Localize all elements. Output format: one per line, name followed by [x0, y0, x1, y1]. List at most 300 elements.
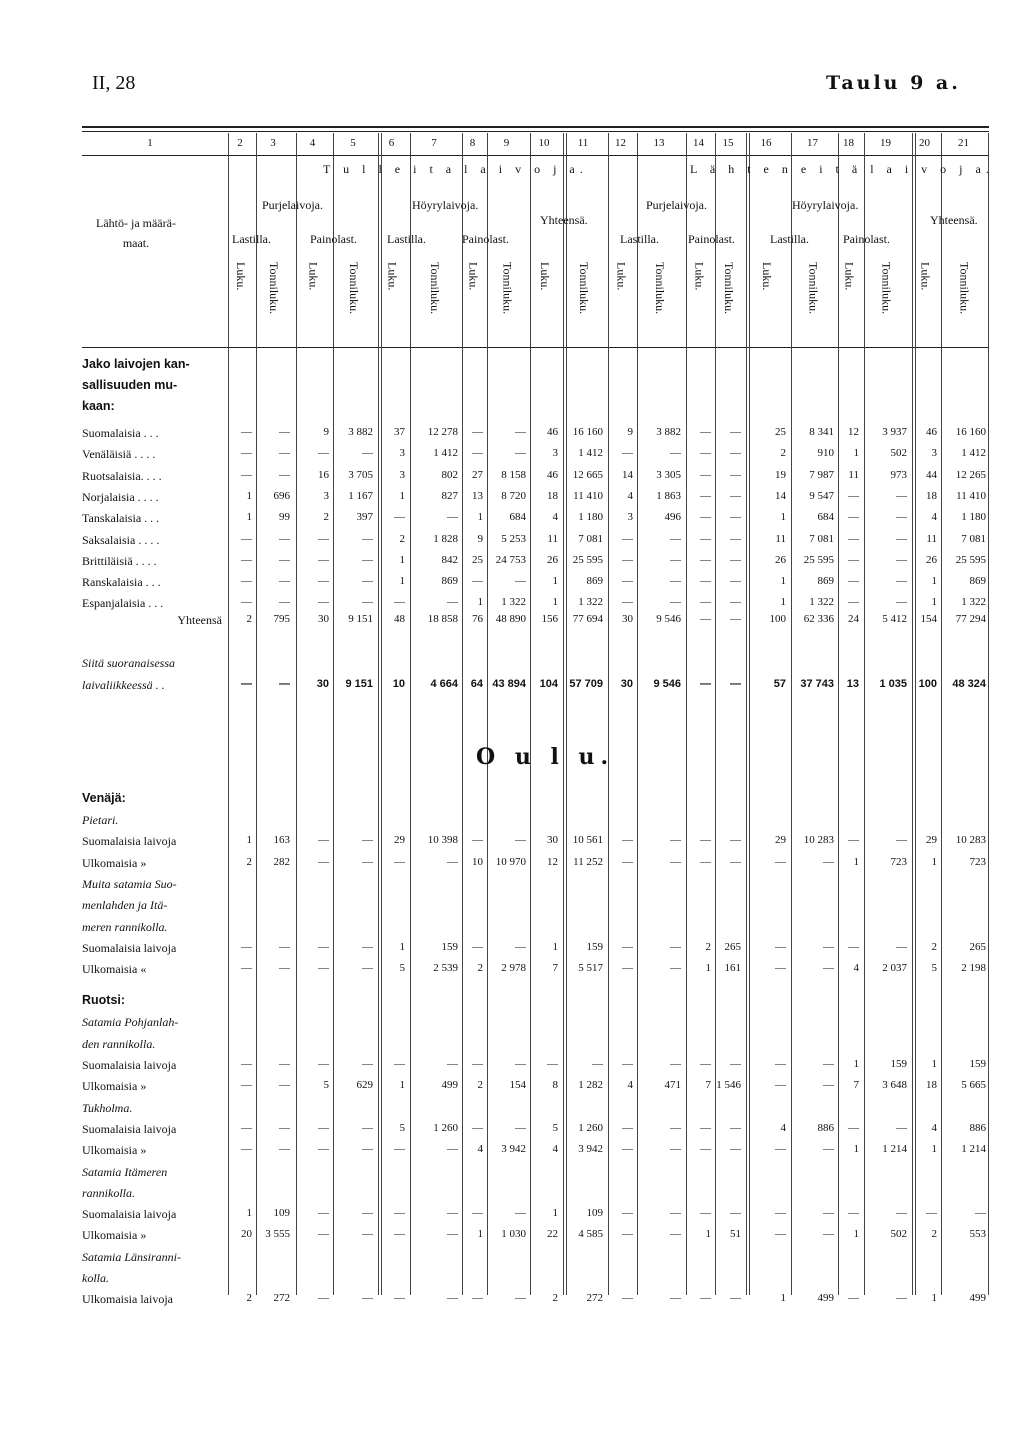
data-cell: — — [622, 1143, 633, 1156]
data-cell: 16 160 — [955, 426, 986, 438]
column-number: 15 — [722, 137, 734, 149]
data-cell: — — [730, 855, 741, 868]
data-cell: — — [279, 426, 290, 438]
row-label: Espanjalaisia . . . — [82, 596, 164, 611]
data-cell: 2 — [477, 962, 483, 975]
data-cell: 99 — [279, 511, 290, 524]
data-cell: 496 — [664, 511, 681, 524]
row-label: Suomalaisia laivoja — [82, 1121, 177, 1136]
subheading: kolla. — [82, 1271, 109, 1285]
data-cell: 1 322 — [501, 596, 526, 609]
data-cell: — — [896, 575, 907, 588]
data-cell: 802 — [441, 468, 458, 481]
total-cell: 2 — [246, 613, 252, 625]
data-cell: 1 — [552, 940, 558, 953]
total-cell: 77 294 — [955, 613, 986, 625]
data-cell: — — [848, 575, 859, 588]
data-cell: 11 410 — [956, 489, 986, 502]
data-cell: 282 — [273, 855, 290, 868]
data-cell: — — [279, 468, 290, 481]
data-cell: 1 — [780, 575, 786, 588]
data-cell: 869 — [969, 575, 986, 588]
data-cell: — — [241, 1143, 252, 1156]
data-cell: — — [670, 447, 681, 460]
column-header-tonnage: Tonniluku. — [653, 262, 667, 315]
data-cell: — — [472, 1207, 483, 1220]
data-cell: — — [447, 1207, 458, 1220]
data-cell: 1 — [246, 511, 252, 524]
data-cell: 3 937 — [882, 426, 907, 438]
row-label: Suomalaisia . . . — [82, 426, 159, 440]
data-cell: 25 595 — [955, 553, 986, 566]
data-cell: — — [848, 834, 859, 847]
section-heading: Venäjä: — [82, 791, 126, 805]
data-cell: — — [670, 834, 681, 847]
data-cell: 1 180 — [961, 511, 986, 524]
data-cell: — — [823, 1207, 834, 1220]
data-cell: 1 — [246, 834, 252, 847]
rule-line — [82, 126, 989, 128]
direct-cell: — — [700, 678, 711, 690]
column-separator — [563, 133, 567, 1295]
data-cell: — — [670, 532, 681, 545]
data-cell: — — [975, 1207, 986, 1220]
data-cell: — — [394, 855, 405, 868]
data-cell: 869 — [586, 575, 603, 588]
data-cell: — — [823, 1058, 834, 1070]
data-cell: — — [896, 1121, 907, 1134]
data-cell: — — [241, 940, 252, 953]
column-separator — [410, 133, 411, 1295]
data-cell: 1 — [853, 1058, 859, 1070]
header-ballast: Painolast. — [310, 232, 357, 246]
data-cell: — — [622, 1207, 633, 1220]
data-cell: — — [394, 511, 405, 524]
data-cell: — — [670, 1121, 681, 1134]
data-cell: 1 — [853, 855, 859, 868]
row-label: Ulkomaisia » — [82, 1079, 147, 1094]
data-cell: — — [896, 596, 907, 609]
data-cell: 2 — [552, 1292, 558, 1305]
data-cell: — — [700, 1207, 711, 1220]
data-cell: 4 — [780, 1121, 786, 1134]
data-cell: — — [279, 575, 290, 588]
data-cell: — — [592, 1058, 603, 1070]
data-cell: 1 — [246, 489, 252, 502]
data-cell: 10 561 — [572, 834, 603, 847]
data-cell: — — [362, 596, 373, 609]
data-cell: 684 — [817, 511, 834, 524]
data-cell: — — [279, 940, 290, 953]
direct-cell: 10 — [392, 678, 405, 690]
data-cell: — — [241, 596, 252, 609]
data-cell: — — [775, 1228, 786, 1241]
total-cell: 30 — [622, 613, 633, 625]
data-cell: 5 — [399, 1121, 405, 1134]
data-cell: 869 — [441, 575, 458, 588]
data-cell: 154 — [509, 1079, 526, 1092]
row-label: Ulkomaisia » — [82, 1228, 147, 1243]
total-row-label: Yhteensä — [177, 613, 222, 627]
data-cell: 8 — [552, 1079, 558, 1092]
data-cell: 29 — [926, 834, 937, 847]
row-label: Saksalaisia . . . . — [82, 532, 160, 547]
row-label: Tanskalaisia . . . — [82, 511, 160, 526]
data-cell: 502 — [890, 1228, 907, 1241]
data-cell: — — [447, 1143, 458, 1156]
data-cell: — — [730, 1058, 741, 1070]
data-cell: — — [896, 940, 907, 953]
data-cell: 3 648 — [882, 1079, 907, 1092]
data-cell: 2 539 — [433, 962, 458, 975]
data-cell: — — [241, 1121, 252, 1134]
data-cell: — — [896, 511, 907, 524]
data-cell: 25 — [472, 553, 483, 566]
data-cell: 27 — [472, 468, 483, 481]
data-cell: 2 978 — [501, 962, 526, 975]
row-label: Suomalaisia laivoja — [82, 1207, 177, 1222]
row-label: Ulkomaisia » — [82, 855, 147, 870]
column-separator — [941, 133, 942, 1295]
header-arrived: T u l l e i t a l a i v o j a. — [323, 162, 588, 176]
data-cell: 2 — [705, 940, 711, 953]
data-cell: — — [622, 596, 633, 609]
data-cell: 3 555 — [265, 1228, 290, 1241]
direct-cell: 30 — [316, 678, 329, 690]
column-separator — [378, 133, 382, 1295]
data-cell: — — [447, 1228, 458, 1241]
data-cell: 8 720 — [501, 489, 526, 502]
data-cell: — — [622, 1121, 633, 1134]
header-loaded: Lastilla. — [232, 232, 271, 246]
data-cell: — — [318, 1292, 329, 1305]
column-number: 8 — [469, 137, 476, 149]
data-cell: — — [241, 532, 252, 545]
data-cell: 3 — [552, 447, 558, 460]
data-cell: 2 — [931, 940, 937, 953]
data-cell: 109 — [273, 1207, 290, 1220]
total-cell: 48 890 — [495, 613, 526, 625]
section-heading: sallisuuden mu- — [82, 378, 178, 392]
column-number: 6 — [388, 137, 395, 149]
data-cell: 11 252 — [573, 855, 603, 868]
data-cell: 7 — [853, 1079, 859, 1092]
data-cell: 471 — [664, 1079, 681, 1092]
data-cell: 18 — [926, 1079, 937, 1092]
column-header-count: Luku. — [385, 262, 400, 291]
data-cell: 46 — [926, 426, 937, 438]
total-cell: 154 — [920, 613, 937, 625]
rule-line — [82, 347, 989, 348]
data-cell: 1 322 — [961, 596, 986, 609]
data-cell: 265 — [724, 940, 741, 953]
data-cell: — — [730, 553, 741, 566]
direct-cell: 1 035 — [879, 678, 907, 690]
row-label: Venäläisiä . . . . — [82, 447, 156, 462]
data-cell: — — [622, 834, 633, 847]
data-cell: — — [730, 1143, 741, 1156]
data-cell: — — [362, 532, 373, 545]
data-cell: 1 — [399, 1079, 405, 1092]
total-cell: 156 — [541, 613, 558, 625]
section-title-oulu: O u l u. — [476, 744, 615, 770]
data-cell: — — [547, 1058, 558, 1070]
data-cell: 1 — [853, 447, 859, 460]
data-cell: — — [447, 596, 458, 609]
data-cell: 1 030 — [501, 1228, 526, 1241]
data-cell: 12 265 — [955, 468, 986, 481]
total-cell: 62 336 — [803, 613, 834, 625]
data-cell: 1 — [552, 596, 558, 609]
data-cell: — — [279, 596, 290, 609]
data-cell: 5 517 — [578, 962, 603, 975]
column-header-tonnage: Tonniluku. — [879, 262, 894, 315]
data-cell: — — [896, 834, 907, 847]
data-cell: 499 — [817, 1292, 834, 1305]
data-cell: 910 — [817, 447, 834, 460]
data-cell: — — [848, 511, 859, 524]
direct-cell: — — [730, 678, 741, 690]
data-cell: — — [730, 834, 741, 847]
data-cell: — — [362, 1228, 373, 1241]
data-cell: — — [700, 575, 711, 588]
data-cell: 1 — [931, 575, 937, 588]
data-cell: 5 — [552, 1121, 558, 1134]
data-cell: — — [515, 426, 526, 438]
direct-cell: 57 — [773, 678, 786, 690]
data-cell: 1 — [399, 553, 405, 566]
data-cell: 869 — [817, 575, 834, 588]
data-cell: — — [670, 1058, 681, 1070]
header-steam-arrived: Höyrylaivoja. — [412, 198, 479, 212]
data-cell: — — [318, 962, 329, 975]
row-label: Ulkomaisia » — [82, 1143, 147, 1158]
column-header-count: Luku. — [466, 262, 481, 291]
column-number: 7 — [431, 137, 437, 149]
data-cell: — — [447, 855, 458, 868]
data-cell: — — [896, 532, 907, 545]
data-cell: 11 — [775, 532, 786, 545]
data-cell: 1 — [477, 1228, 483, 1241]
section-heading: Ruotsi: — [82, 993, 126, 1008]
data-cell: — — [362, 1143, 373, 1156]
data-cell: 1 412 — [961, 447, 986, 460]
header-ballast: Painolast. — [688, 232, 735, 246]
data-cell: 3 — [627, 511, 633, 524]
data-cell: — — [515, 940, 526, 953]
data-cell: 2 — [477, 1079, 483, 1092]
data-cell: — — [318, 1058, 329, 1070]
direct-cell: 9 546 — [653, 678, 681, 690]
column-header-tonnage: Tonniluku. — [267, 262, 281, 315]
data-cell: — — [730, 447, 741, 460]
data-cell: — — [848, 1292, 859, 1305]
row-label: Suomalaisia laivoja — [82, 834, 177, 849]
data-cell: — — [670, 1292, 681, 1305]
direct-cell: 100 — [918, 678, 937, 690]
row-label: Ranskalaisia . . . — [82, 575, 161, 590]
column-number: 13 — [653, 137, 665, 149]
data-cell: 499 — [441, 1079, 458, 1092]
column-number: 16 — [760, 137, 772, 149]
data-cell: 11 — [547, 532, 558, 545]
data-cell: 11 — [926, 532, 937, 545]
data-cell: 7 081 — [578, 532, 603, 545]
column-header-tonnage: Tonniluku. — [957, 262, 972, 315]
column-separator — [686, 133, 687, 1295]
data-cell: 723 — [969, 855, 986, 868]
data-cell: — — [318, 447, 329, 460]
data-cell: 25 595 — [572, 553, 603, 566]
data-cell: 163 — [273, 834, 290, 847]
row-label: Suomalaisia laivoja — [82, 940, 177, 955]
data-cell: — — [447, 1292, 458, 1305]
column-number: 12 — [615, 137, 626, 149]
column-separator — [228, 133, 229, 1295]
data-cell: 8 341 — [809, 426, 834, 438]
data-cell: — — [848, 532, 859, 545]
data-cell: — — [362, 1058, 373, 1070]
data-cell: 5 — [931, 962, 937, 975]
data-cell: 2 037 — [882, 962, 907, 975]
column-separator — [296, 133, 297, 1295]
direct-cell: 4 664 — [430, 678, 458, 690]
data-cell: — — [730, 1121, 741, 1134]
table-title: Taulu 9 a. — [826, 72, 961, 94]
rule-line — [82, 131, 989, 132]
data-cell: — — [896, 553, 907, 566]
data-cell: 9 — [323, 426, 329, 438]
column-number: 3 — [270, 137, 276, 149]
column-number: 17 — [807, 137, 818, 149]
data-cell: — — [700, 1121, 711, 1134]
data-cell: — — [775, 940, 786, 953]
data-cell: — — [670, 1143, 681, 1156]
data-cell: — — [622, 1292, 633, 1305]
data-cell: — — [318, 596, 329, 609]
data-cell: 3 — [399, 468, 405, 481]
data-cell: — — [515, 834, 526, 847]
direct-cell: — — [279, 678, 290, 690]
data-cell: — — [730, 596, 741, 609]
direct-cell: 13 — [846, 678, 859, 690]
data-cell: — — [670, 553, 681, 566]
column-header-count: Luku. — [538, 262, 552, 291]
column-separator — [608, 133, 609, 1295]
column-separator — [838, 133, 839, 1295]
data-cell: — — [241, 426, 252, 438]
data-cell: — — [730, 426, 741, 438]
data-cell: — — [394, 1143, 405, 1156]
data-cell: 1 — [399, 489, 405, 502]
rule-line — [82, 155, 989, 156]
data-cell: — — [394, 1292, 405, 1305]
data-cell: 25 595 — [803, 553, 834, 566]
data-cell: 159 — [441, 940, 458, 953]
data-cell: 9 547 — [809, 489, 834, 502]
data-cell: 24 753 — [495, 553, 526, 566]
column-separator — [256, 133, 257, 1295]
data-cell: 26 — [926, 553, 937, 566]
data-cell: — — [700, 1292, 711, 1305]
data-cell: 1 260 — [433, 1121, 458, 1134]
column-number: 5 — [350, 137, 356, 149]
data-cell: 553 — [969, 1228, 986, 1241]
data-cell: 9 — [627, 426, 633, 438]
data-cell: — — [896, 1207, 907, 1220]
data-cell: — — [318, 1121, 329, 1134]
data-cell: 1 — [931, 1292, 937, 1305]
data-cell: 3 — [931, 447, 937, 460]
column-header-count: Luku. — [234, 262, 248, 291]
data-cell: — — [848, 489, 859, 502]
data-cell: 886 — [817, 1121, 834, 1134]
column-header-tonnage: Tonniluku. — [428, 262, 442, 315]
data-cell: 9 — [477, 532, 483, 545]
data-cell: — — [472, 1121, 483, 1134]
data-cell: — — [700, 855, 711, 868]
data-cell: 4 — [627, 1079, 633, 1092]
data-cell: — — [472, 447, 483, 460]
data-cell: — — [700, 426, 711, 438]
data-cell: 10 283 — [955, 834, 986, 847]
data-cell: 1 322 — [578, 596, 603, 609]
data-cell: — — [362, 834, 373, 847]
data-cell: 25 — [775, 426, 786, 438]
column-number: 10 — [538, 137, 550, 149]
data-cell: — — [318, 1207, 329, 1220]
header-sailing-departed: Purjelaivoja. — [646, 198, 707, 212]
direct-cell: 30 — [620, 678, 633, 690]
data-cell: 4 585 — [578, 1228, 603, 1241]
subheading: Satamia Itämeren — [82, 1164, 168, 1179]
data-cell: — — [362, 962, 373, 975]
data-cell: — — [241, 553, 252, 566]
data-cell: 1 167 — [348, 489, 373, 502]
column-header-count: Luku. — [692, 262, 707, 291]
data-cell: — — [730, 1292, 741, 1305]
data-cell: 12 — [848, 426, 859, 438]
data-cell: — — [848, 1121, 859, 1134]
data-cell: — — [318, 940, 329, 953]
data-cell: 684 — [509, 511, 526, 524]
data-cell: — — [362, 575, 373, 588]
direct-cell: 57 709 — [569, 678, 603, 690]
data-cell: — — [241, 1058, 252, 1070]
data-cell: — — [775, 1058, 786, 1070]
header-total-arrived: Yhteensä. — [540, 213, 588, 227]
data-cell: — — [394, 1207, 405, 1220]
row-label: Norjalaisia . . . . — [82, 489, 159, 504]
column-separator — [864, 133, 865, 1295]
data-cell: — — [823, 1079, 834, 1092]
data-cell: 499 — [969, 1292, 986, 1305]
data-cell: 26 — [775, 553, 786, 566]
column-separator — [912, 133, 916, 1295]
column-separator — [791, 133, 792, 1295]
row-label: Ulkomaisia laivoja — [82, 1292, 173, 1307]
total-cell: — — [730, 613, 741, 625]
data-cell: — — [362, 1292, 373, 1305]
data-cell: 1 — [552, 1207, 558, 1220]
data-cell: 46 — [547, 426, 558, 438]
data-cell: 8 158 — [501, 468, 526, 481]
total-cell: 77 694 — [572, 613, 603, 625]
data-cell: 272 — [273, 1292, 290, 1305]
data-cell: 1 — [399, 575, 405, 588]
data-cell: 1 — [780, 1292, 786, 1305]
data-cell: — — [472, 834, 483, 847]
